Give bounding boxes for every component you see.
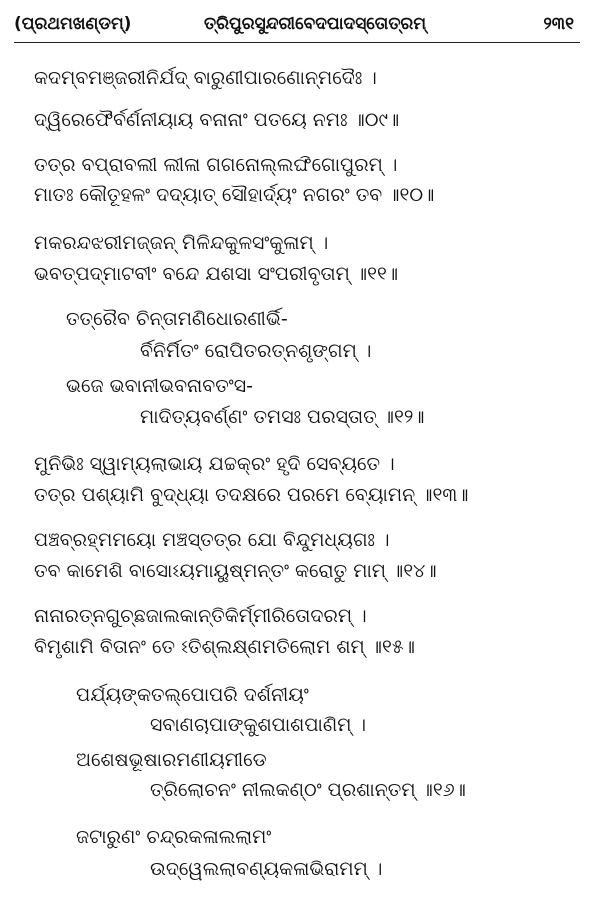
running-title: ତ୍ରିପୁରସୁନ୍ଦରୀବେଦପାଦସ୍ତୋତ୍ରମ୍ — [204, 14, 427, 34]
verse-line: ପର୍ଯ୍ୟଙ୍କତଲ୍ପୋପରି ଦର୍ଶନୀୟଂ — [76, 684, 309, 706]
verse-line: ମୁନିଭିଃ ସ୍ୱାମ୍ୟଲାଭାୟ ଯଚ୍ଚକ୍ରଂ ହୃଦି ସେବ୍ୟତେ । — [34, 453, 395, 475]
verse-line: ଜଟାରୁଣଂ ଚନ୍ଦ୍ରକଳାଲଲାମଂ — [76, 826, 272, 848]
verse-line: ତତ୍ରୈବ ଚିନ୍ତାମଣିଧୋରଣୀର୍ଭି- — [66, 308, 288, 330]
verse-line: ତତ୍ର ବପ୍ରାବଲୀ ଲୀଳା ଗଗନୋଲ୍ଲଙ୍ଘିଗୋପୁରମ୍ । — [34, 154, 398, 176]
header-rule — [14, 42, 580, 43]
page-header — [14, 12, 580, 44]
verse-line: ସବାଣଚାପାଙ୍କୁଶପାଶପାଣିମ୍ । — [150, 714, 367, 736]
verse-line: ଭବତ୍ପଦ୍ମାଟବୀଂ ବନ୍ଦେ ଯଶସା ସଂପରୀବୃତାମ୍ ॥୧୧॥ — [34, 263, 399, 285]
verse-line: ଉଦ୍ୱେଲଲାବଣ୍ୟକଳାଭିରାମମ୍ । — [150, 858, 383, 880]
verse-line: ର୍ବିନିର୍ମିତଂ ରୋପିତରତ୍ନଶୃଙ୍ଗମ୍ । — [140, 340, 372, 362]
verse-line: ତବ କାମେଶି ବାସୋଽୟମାୟୁଷ୍ମନ୍ତଂ କରୋତୁ ମାମ୍ ॥୧୪॥ — [34, 560, 437, 582]
section-title: (ପ୍ରଥମଖଣ୍ଡମ୍) — [14, 14, 132, 34]
verse-line: ବିମୃଶାମି ବିତାନଂ ତେ ଽତିଶ୍ଲକ୍ଷ୍ଣମତିଲୋମ ଶମ୍ ॥୧୫॥ — [34, 636, 415, 658]
verse-line: ଭଜେ ଭବାନୀଭବନାବତଂସ- — [66, 375, 253, 397]
verse-line: ମାଦିତ୍ୟବର୍ଣ୍ଣଂ ତମସଃ ପରସ୍ତାତ୍ ॥୧୨॥ — [140, 406, 425, 428]
verse-line: ନାନାରତ୍ନଗୁଚ୍ଛଜାଲକାନ୍ତିକିର୍ମ୍ମୀରିତୋଦରମ୍ । — [34, 605, 367, 627]
verse-line: ପଞ୍ଚବ୍ରହ୍ମମୟୋ ମଞ୍ଚସ୍ତତ୍ର ଯୋ ବିନ୍ଦୁମଧ୍ୟଗଃ । — [34, 529, 390, 551]
verse-line: ଅଶେଷଭୂଷାରମଣୀୟମୀଡେ — [76, 749, 267, 771]
verse-line: ଦ୍ୱିରେଫୈର୍ବର୍ଣନୀୟାୟ ବନାନାଂ ପତୟେ ନମଃ ॥୦୯॥ — [34, 109, 400, 131]
verse-line: ମାତଃ କୌତୂହଳଂ ଦଦ୍ୟାତ୍ ସୌହାର୍ଦ୍ୟଂ ନଗରଂ ତବ ॥୧୦॥ — [34, 184, 435, 206]
page-number: ୨୩୧ — [543, 14, 574, 34]
verse-line: ମକରନ୍ଦଝରୀମଜ୍ଜନ୍ ମିଳିନ୍ଦକୁଳସଂକୁଳାମ୍ । — [34, 232, 329, 254]
verse-line: କଦମ୍ବମଞ୍ଜରୀନିର୍ଯଦ୍ ବାରୁଣୀପାରଣୋନ୍ମଦୈଃ । — [34, 67, 377, 89]
verse-line: ତ୍ରିଲୋଚନଂ ନୀଲକଣ୍ଠଂ ପ୍ରଶାନ୍ତମ୍ ॥୧୬॥ — [150, 779, 466, 801]
verse-line: ତତ୍ର ପଶ୍ୟାମି ବୁଦ୍ଧ୍ୟା ତଦକ୍ଷରେ ପରମେ ବ୍ୟୋମନ୍ ॥୧୩॥ — [34, 484, 469, 506]
